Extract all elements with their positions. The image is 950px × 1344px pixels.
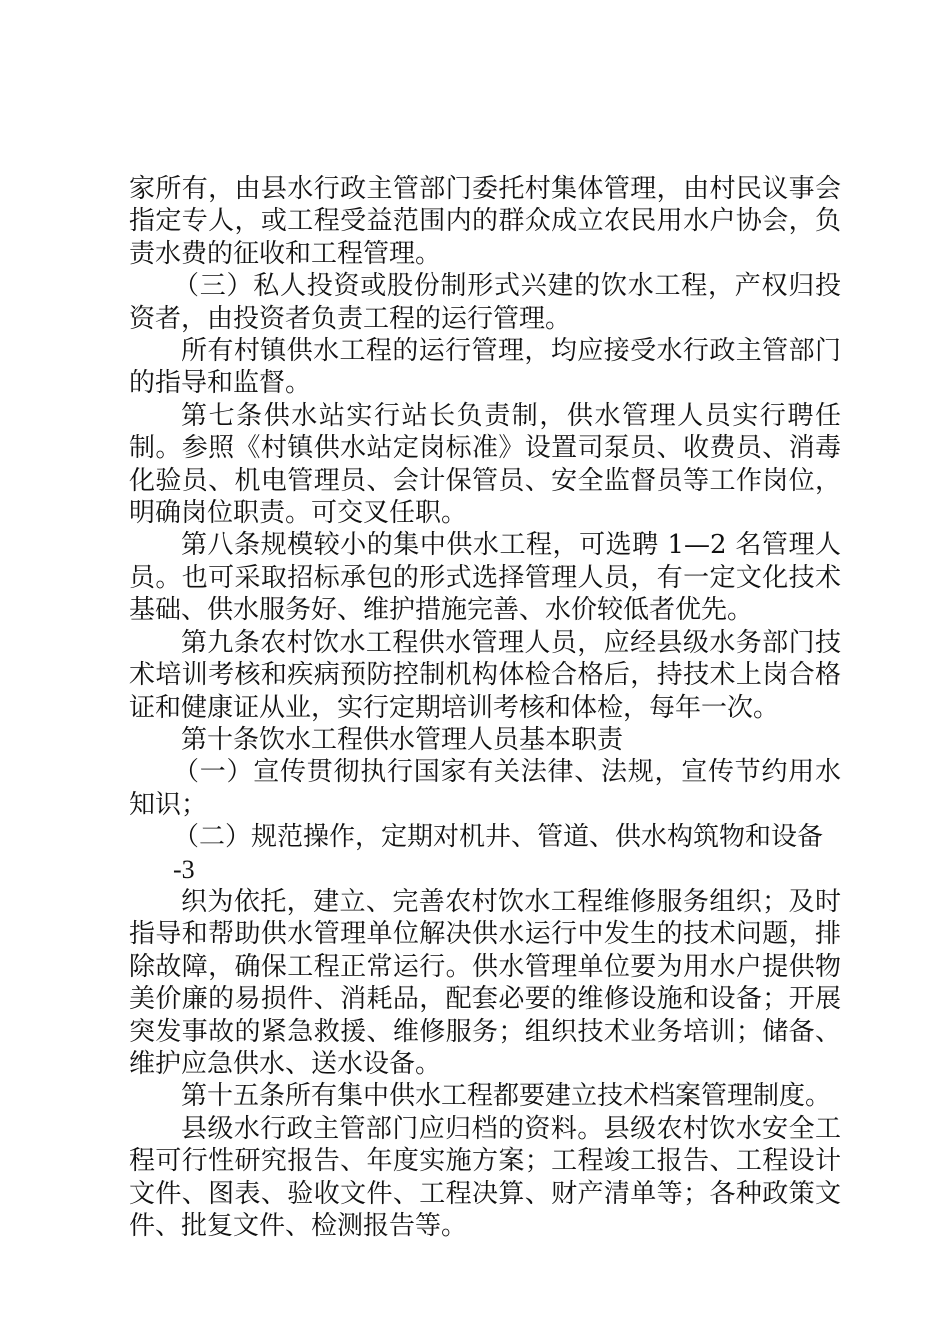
paragraph-duty-2: （二）规范操作，定期对机井、管道、供水构筑物和设备 — [173, 822, 824, 853]
paragraph-article-9: 第九条农村饮水工程供水管理人员，应经县级水务部门技术培训考核和疾病预防控制机构体检合格后，持技术上岗合格证和健康证从业，实行定期培训考核和体检，每年一次。 — [129, 627, 841, 723]
paragraph-article-7: 第七条供水站实行站长负责制，供水管理人员实行聘任制。参照《村镇供水站定岗标准》设置司泵员、收费员、消毒化验员、机电管理员、会计保管员、安全监督员等工作岗位，明确岗位职责。可交叉任职。 — [129, 400, 841, 529]
paragraph-duty-1: （一）宣传贯彻执行国家有关法律、法规，宣传节约用水知识； — [129, 757, 841, 820]
paragraph-ownership-village: 家所有，由县水行政主管部门委托村集体管理，由村民议事会指定专人，或工程受益范围内的群众成立农民用水户协会，负责水费的征收和工程管理。 — [129, 174, 841, 269]
paragraph-archive-materials: 县级水行政主管部门应归档的资料。县级农村饮水安全工程可行性研究报告、年度实施方案；工程竣工报告、工程设计文件、图表、验收文件、工程决算、财产清单等；各种政策文件、批复文件、检测报告等。 — [129, 1113, 841, 1241]
paragraph-article-10-heading: 第十条饮水工程供水管理人员基本职责 — [181, 724, 624, 755]
page-marker: -3 — [173, 854, 195, 884]
paragraph-private-investment: （三）私人投资或股份制形式兴建的饮水工程，产权归投资者，由投资者负责工程的运行管理。 — [129, 271, 841, 334]
paragraph-supervision: 所有村镇供水工程的运行管理，均应接受水行政主管部门的指导和监督。 — [129, 336, 841, 399]
document-body — [129, 173, 841, 1242]
paragraph-maintenance-service: 织为依托，建立、完善农村饮水工程维修服务组织；及时指导和帮助供水管理单位解决供水运行中发生的技术问题，排除故障，确保工程正常运行。供水管理单位要为用水户提供物美价廉的易损件、消耗品，配套必要的维修设施和设备；开展突发事故的紧急救援、维修服务；组织技术业务培训；储备、维护应急供水、送水设备。 — [129, 886, 841, 1079]
paragraph-article-8: 第八条规模较小的集中供水工程，可选聘 1—2 名管理人员。也可采取招标承包的形式选择管理人员，有一定文化技术基础、供水服务好、维护措施完善、水价较低者优先。 — [129, 530, 841, 626]
paragraph-article-15: 第十五条所有集中供水工程都要建立技术档案管理制度。 — [181, 1081, 832, 1112]
